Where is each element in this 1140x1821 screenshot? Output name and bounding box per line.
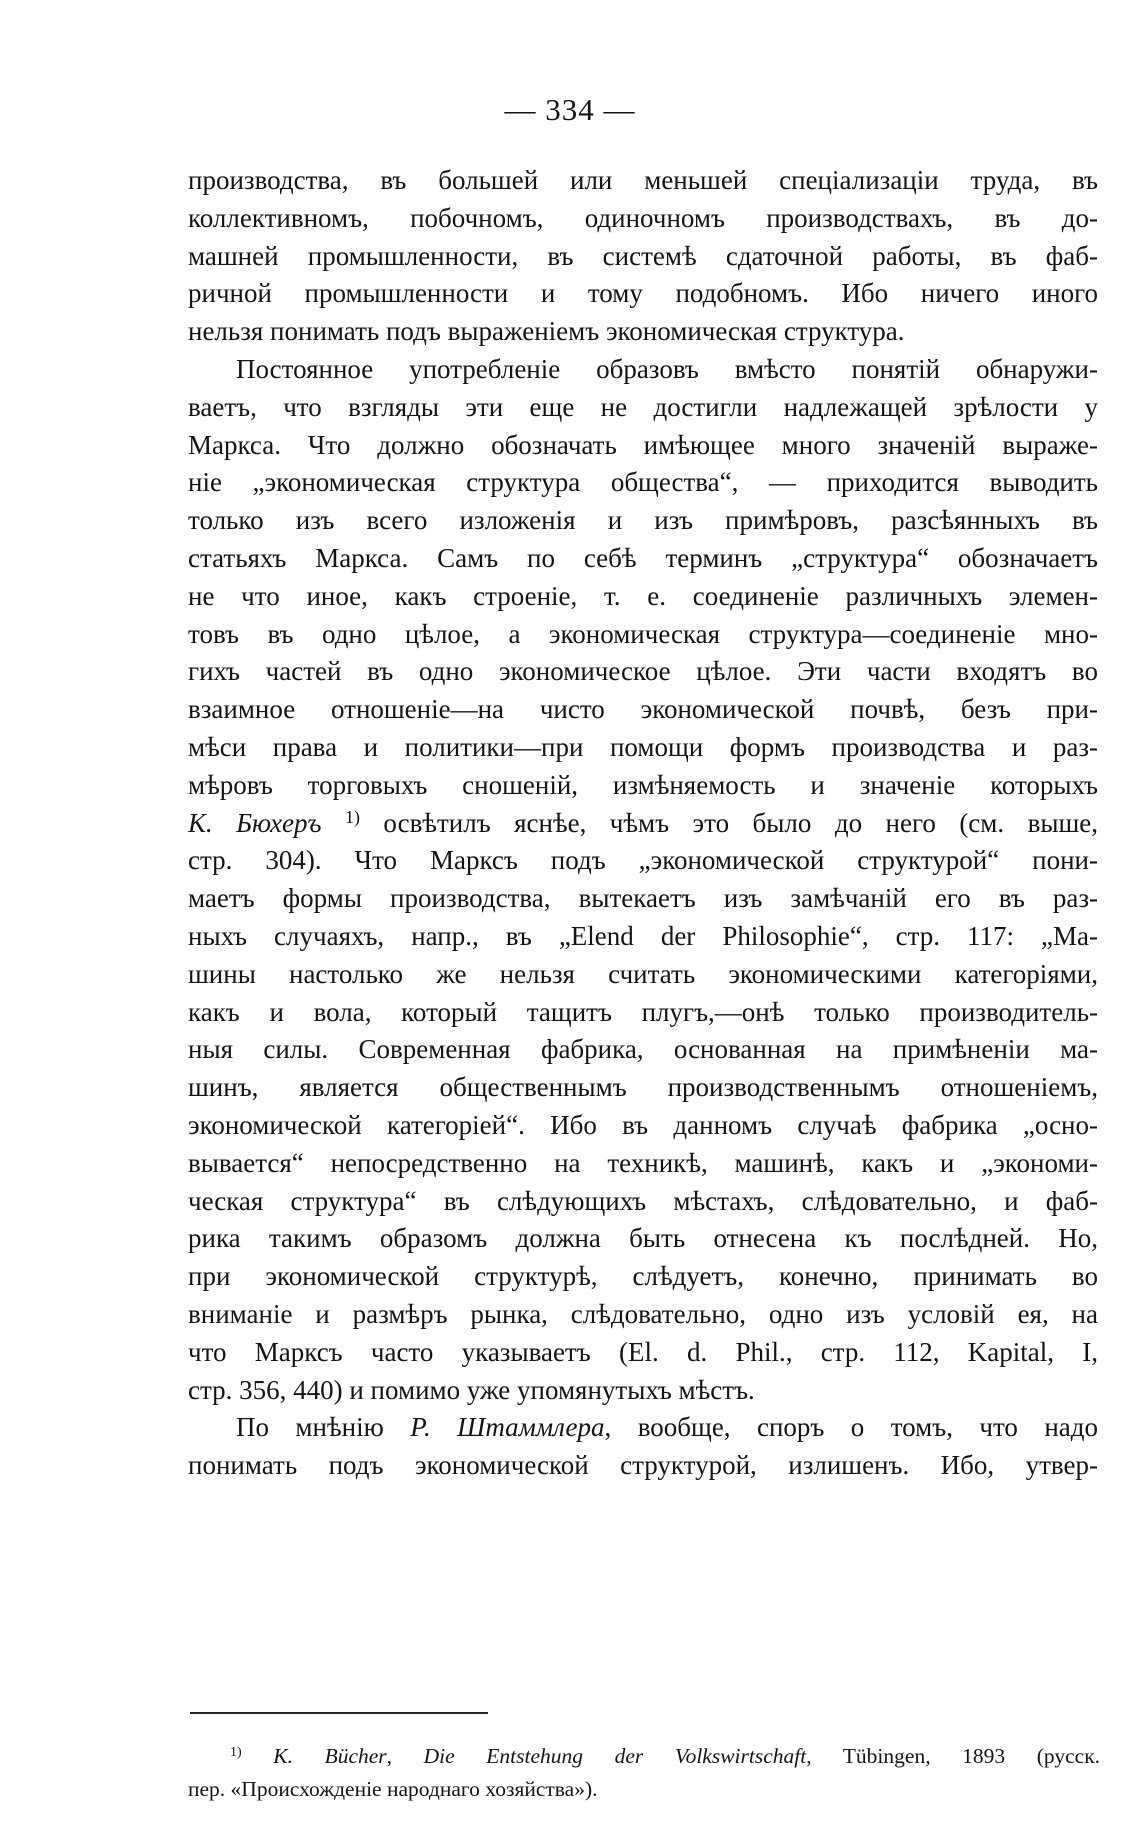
text-line: ныя силы. Современная фабрика, основанная на примѣненіи ма- — [188, 1034, 1098, 1065]
text-line: стр. 304). Что Марксъ подъ „экономической структурой“ пони- — [188, 845, 1098, 876]
text-line: экономической категоріей“. Ибо въ данномъ случаѣ фабрика „осно- — [188, 1109, 1098, 1140]
text-line: стр. 356, 440) и помимо уже упомянутыхъ мѣстъ. — [188, 1374, 755, 1405]
text-line: товъ въ одно цѣлое, а экономическая структура—соединеніе мно- — [188, 618, 1098, 649]
footnote-line-2: пер. «Происхожденіе народнаго хозяйства»). — [188, 1777, 598, 1801]
text-line: машней промышленности, въ системѣ сдаточной работы, въ фаб- — [188, 240, 1098, 271]
footnote — [188, 1740, 1100, 1806]
footnote-rule — [190, 1712, 488, 1714]
text-line: что Марксъ часто указываетъ (El. d. Phil., стр. 112, Kapital, I, — [188, 1336, 1098, 1367]
text-line: вниманіе и размѣръ рынка, слѣдовательно, одно изъ условій ея, на — [188, 1298, 1098, 1329]
page-number: — 334 — — [504, 92, 636, 127]
text-line: статьяхъ Маркса. Самъ по себѣ терминъ „структура“ обозначаетъ — [188, 542, 1098, 573]
footnote-author: K. Bücher — [273, 1744, 387, 1768]
text-line: вывается“ непосредственно на техникѣ, машинѣ, какъ и „экономи- — [188, 1147, 1098, 1178]
text-line: только изъ всего изложенія и изъ примѣровъ, разсѣянныхъ въ — [188, 505, 1098, 536]
text-line: производства, въ большей или меньшей спеціализаціи труда, въ — [188, 165, 1098, 195]
text-line: ричной промышленности и тому подобномъ. Ибо ничего иного — [188, 278, 1098, 309]
footnote-line-1: $^{1)}$ K. Bücher, Die Entstehung der Volkswirtschaft, Tübingen, 1893 (русск. — [230, 1744, 1101, 1768]
text-line: коллективномъ, побочномъ, одиночномъ производствахъ, въ до- — [188, 202, 1098, 233]
text-line: мѣси права и политики—при помощи формъ производства и раз- — [188, 731, 1098, 762]
text-line: По мнѣнію Р. Штаммлера, вообще, споръ о томъ, что надо — [236, 1412, 1099, 1443]
text-line: ніе „экономическая структура общества“, — приходится выводить — [188, 467, 1098, 498]
footnote-rest: , Tübingen, 1893 (русск. — [806, 1744, 1101, 1768]
text-line: мѣровъ торговыхъ сношеній, измѣняемость и значеніе которыхъ — [188, 769, 1098, 800]
text-line: К. Бюхеръ $^{1)}$ освѣтилъ яснѣе, чѣмъ это было до него (см. выше, — [188, 806, 1098, 838]
text-line: не что иное, какъ строеніе, т. е. соединеніе различныхъ элемен- — [188, 580, 1098, 611]
text-line: ныхъ случаяхъ, напр., въ „Elend der Philosophie“, стр. 117: „Ма- — [188, 920, 1098, 951]
text-line: ваетъ, что взгляды эти еще не достигли надлежащей зрѣлости у — [188, 391, 1098, 422]
text-line: нельзя понимать подъ выраженіемъ экономическая структура. — [188, 316, 905, 347]
text-line: шинъ, является общественнымъ производственнымъ отношеніемъ, — [188, 1072, 1098, 1103]
footnote-mark: 1) — [230, 1745, 242, 1760]
footnote-title: Die Entstehung der Volkswirtschaft — [423, 1744, 807, 1768]
body-text — [188, 162, 1098, 1485]
text-line: взаимное отношеніе—на чисто экономической почвѣ, безъ при- — [188, 694, 1098, 725]
text-line: какъ и вола, который тащитъ плугъ,—онѣ только производитель- — [188, 996, 1098, 1027]
text-line: Постоянное употребленіе образовъ вмѣсто понятій обнаружи- — [236, 353, 1098, 384]
author-stammler: Р. Штаммлера — [410, 1412, 605, 1443]
text-line: при экономической структурѣ, слѣдуетъ, конечно, принимать во — [188, 1261, 1098, 1292]
footnote-ref: 1) — [344, 806, 360, 827]
text-line: гихъ частей въ одно экономическое цѣлое. Эти части входятъ во — [188, 656, 1098, 687]
text-line: маетъ формы производства, вытекаетъ изъ замѣчаній его въ раз- — [188, 883, 1098, 914]
text-line: Маркса. Что должно обозначать имѣющее много значеній выраже- — [188, 429, 1098, 460]
text-line: ческая структура“ въ слѣдующихъ мѣстахъ, слѣдовательно, и фаб- — [188, 1185, 1098, 1216]
text-line: шины настолько же нельзя считать экономическими категоріями, — [188, 958, 1098, 989]
author-bucher: К. Бюхеръ — [188, 807, 322, 838]
text-line: понимать подъ экономической структурой, излишенъ. Ибо, утвер- — [188, 1450, 1098, 1481]
text-line: рика такимъ образомъ должна быть отнесена къ послѣдней. Но, — [188, 1223, 1098, 1254]
